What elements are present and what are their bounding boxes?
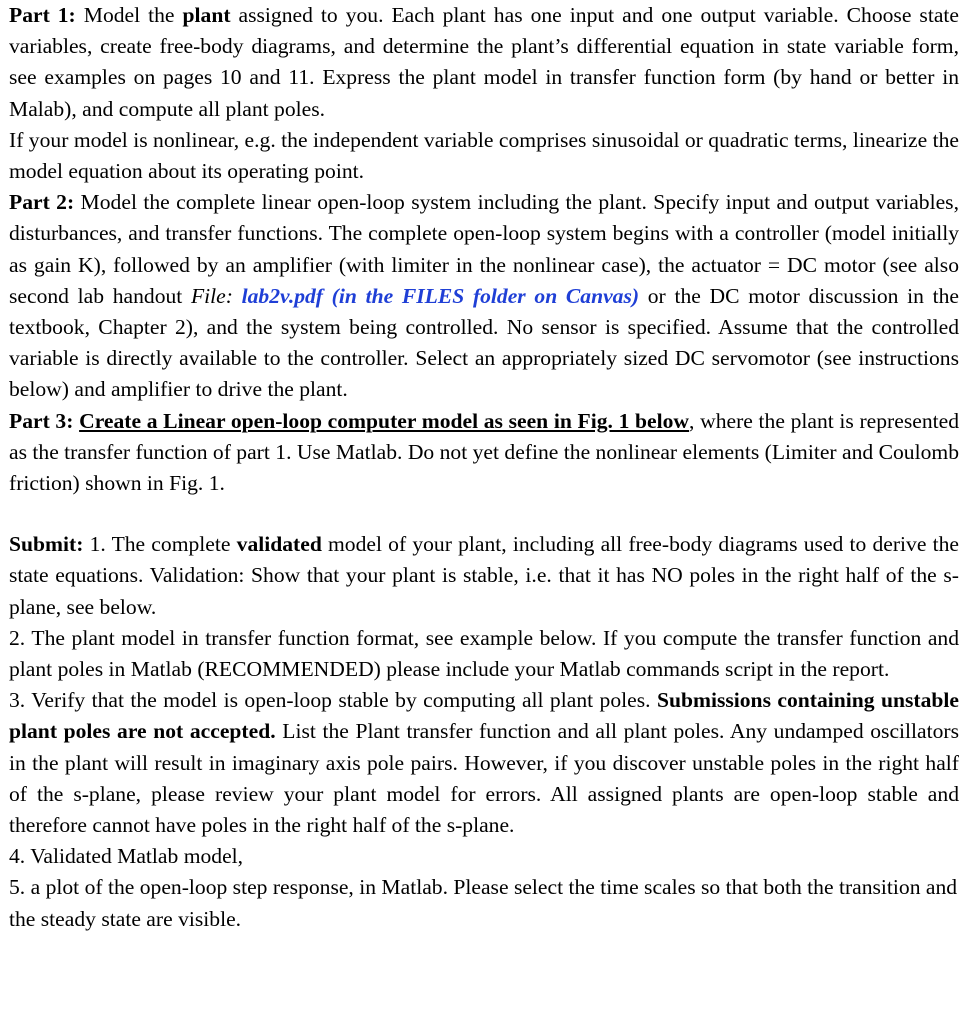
- part3-label: Part 3:: [9, 408, 80, 433]
- part1-paragraph: [9, 0, 959, 125]
- submit-item-1-text-b: model of your plant, including all free-body diagrams used to derive the state equations. Validation: Show that your plant is stable, i.e. that it has NO poles in the right half of the s-plane, see below.: [9, 532, 959, 619]
- part1-plant-bold: plant: [182, 3, 231, 27]
- submit-item-1-validated: validated: [236, 532, 322, 557]
- lab-handout-link[interactable]: lab2v.pdf (in the FILES folder on Canvas): [241, 283, 640, 308]
- part2-text-b: or the DC motor discussion in the textbook, Chapter 2), and the system being controlled. No sensor is specified. Assume that the controlled variable is directly available to the controller. Select an appropriately sized DC servomotor (see instructions below) and amplifier to drive the plant.: [9, 283, 959, 402]
- submit-label: Submit:: [9, 532, 84, 557]
- submit-item-2: 2. The plant model in transfer function format, see example below. If you compute the transfer function and plant poles in Matlab (RECOMMENDED) please include your Matlab commands script in the report.: [9, 625, 959, 682]
- part1-nonlinear-paragraph: If your model is nonlinear, e.g. the independent variable comprises sinusoidal or quadratic terms, linearize the model equation about its operating point.: [9, 127, 959, 184]
- part1-text-b: assigned to you. Each plant has one input and one output variable. Choose state variables, create free-body diagrams, and determine the plant’s differential equation in state variable form, see examples on pages 10 and 11. Express the plant model in transfer function form (by hand or better in Malab), and compute all plant poles.: [9, 3, 959, 121]
- part2-label: Part 2:: [9, 190, 75, 215]
- submit-item-4: 4. Validated Matlab model,: [9, 844, 244, 869]
- submit-item-3-text-a: 3. Verify that the model is open-loop stable by computing all plant poles.: [9, 688, 657, 713]
- part3-text: , where the plant is represented as the transfer function of part 1. Use Matlab. Do not yet define the nonlinear elements (Limiter and Coulomb friction) shown in Fig. 1.: [9, 408, 959, 496]
- file-label: File:: [190, 283, 242, 308]
- part3-paragraph: [9, 406, 959, 500]
- submit-item-1: [9, 529, 959, 623]
- part1-label: Part 1:: [9, 3, 76, 27]
- submit-item-3-text-b: List the Plant transfer function and all plant poles. Any undamped oscillators in the plant will result in imaginary axis pole pairs. However, if you discover unstable poles in the right half of the s-plane, please review your plant model for errors. All assigned plants are open-loop stable and therefore cannot have poles in the right half of the s-plane.: [9, 719, 959, 838]
- part3-heading: Create a Linear open-loop computer model as seen in Fig. 1 below: [79, 408, 690, 433]
- part2-paragraph: [9, 187, 959, 405]
- part2-text-a: Model the complete linear open-loop system including the plant. Specify input and output variables, disturbances, and transfer functions. The complete open-loop system begins with a controller (model initially as gain K), followed by an amplifier (with limiter in the nonlinear case), the actuator = DC motor (see also second lab handout: [9, 190, 959, 308]
- part1-text-a: Model the: [75, 3, 183, 27]
- submit-item-5: 5. a plot of the open-loop step response, in Matlab. Please select the time scales so that both the transition and the steady state are visible.: [9, 875, 958, 931]
- section-spacer: [9, 499, 959, 529]
- submit-item-3-warning: Submissions containing unstable plant poles are not accepted.: [9, 688, 959, 744]
- submit-item-1-text-a: 1. The complete: [83, 532, 237, 557]
- submit-item-3: [9, 685, 959, 841]
